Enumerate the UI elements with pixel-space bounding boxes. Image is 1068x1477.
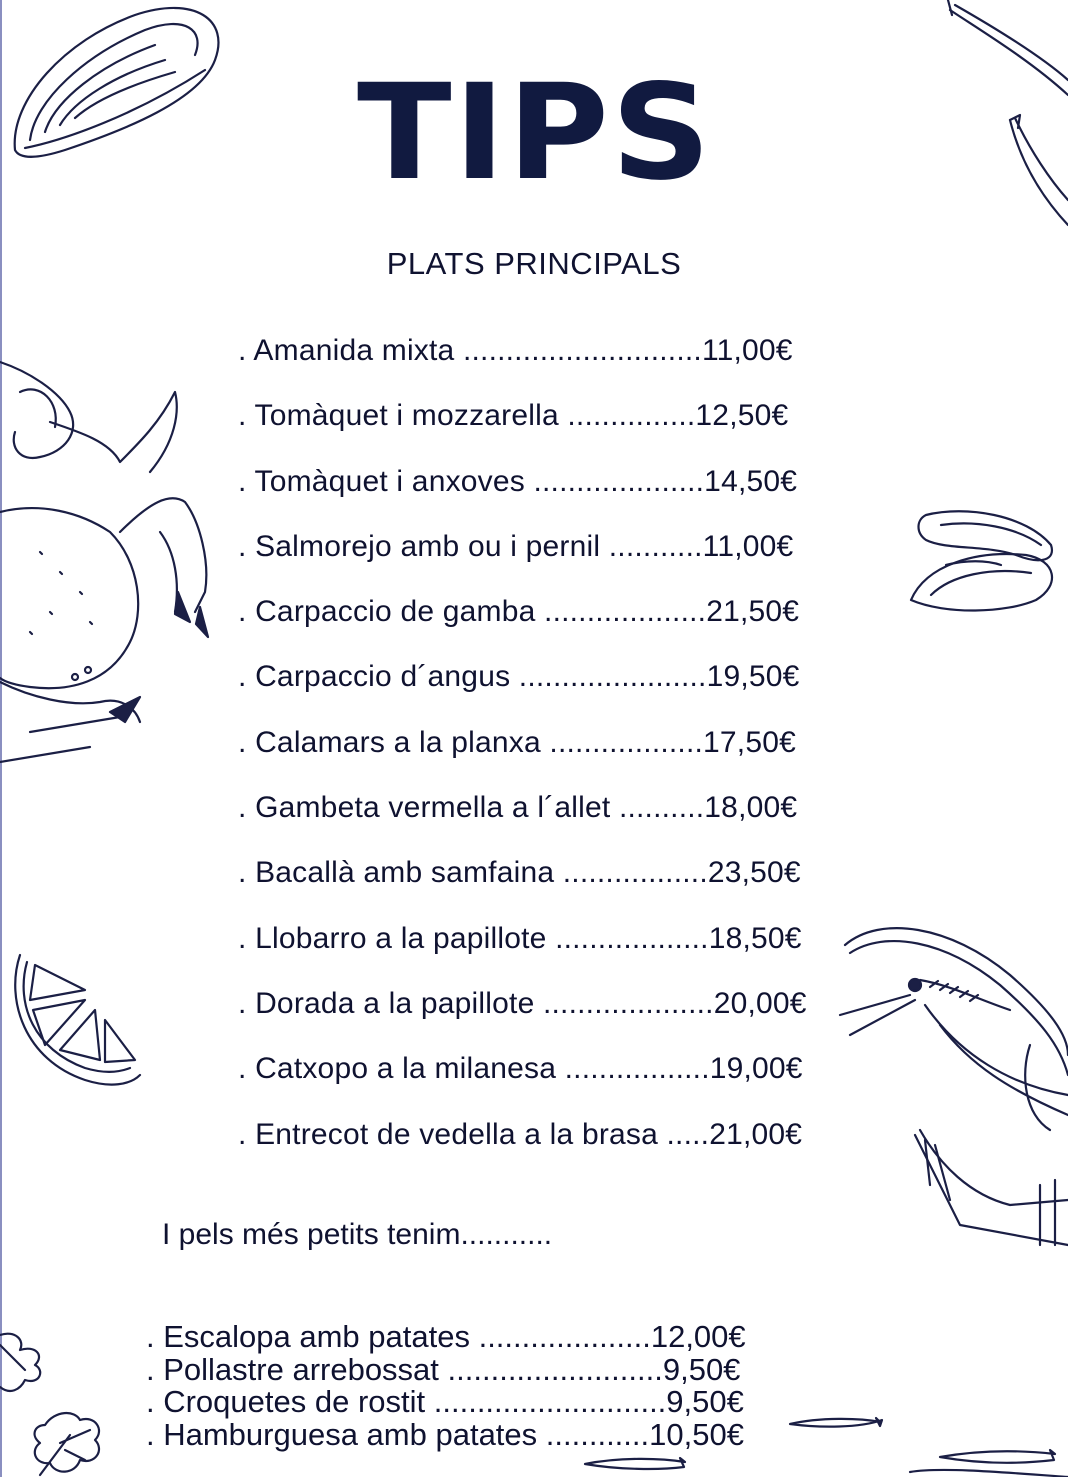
menu-item: . Carpaccio d´angus ......................19,50€ [238,660,800,694]
section-title: PLATS PRINCIPALS [386,246,682,281]
restaurant-logo: TIPS [357,55,713,210]
parsley-icon [0,1325,110,1477]
kids-menu-item: . Escalopa amb patates ....................12,00€ [146,1319,746,1354]
menu-item: . Bacallà amb samfaina .................23,50€ [238,856,801,890]
menu-item: . Dorada a la papillote ....................20,00€ [238,986,807,1020]
menu-item: . Carpaccio de gamba ...................21,50€ [238,595,800,629]
menu-item: . Calamars a la planxa ..................17,50€ [238,725,796,759]
menu-item: . Tomàquet i mozzarella ...............12,50€ [238,399,789,433]
menu-item: . Entrecot de vedella a la brasa .....21,00€ [238,1117,803,1151]
menu-item: . Salmorejo amb ou i pernil ...........11,00€ [238,529,794,563]
kids-menu-item: . Croquetes de rostit ...........................9,50€ [146,1384,744,1419]
shrimp-icon [840,915,1068,1245]
shrimp-icon [940,0,1068,230]
kids-menu-list [146,1320,746,1450]
kids-heading: I pels més petits tenim........... [162,1218,553,1251]
lemon-slice-icon [5,950,145,1090]
mussel-icon [906,505,1061,615]
kids-menu-item: . Hamburguesa amb patates ............10,50€ [146,1416,744,1452]
menu-item: . Amanida mixta ............................11,00€ [238,334,793,367]
crab-icon [0,352,220,772]
menu-list [238,329,807,1178]
kids-menu-item: . Pollastre arrebossat .........................9,50€ [146,1351,741,1387]
menu-item: . Tomàquet i anxoves ....................14,50€ [238,464,798,498]
menu-item: . Gambeta vermella a l´allet ..........18,00€ [238,791,798,825]
menu-item: . Llobarro a la papillote ..................18,50€ [238,921,802,955]
mussel-icon [5,0,230,170]
menu-item: . Catxopo a la milanesa .................19,00€ [238,1052,803,1086]
